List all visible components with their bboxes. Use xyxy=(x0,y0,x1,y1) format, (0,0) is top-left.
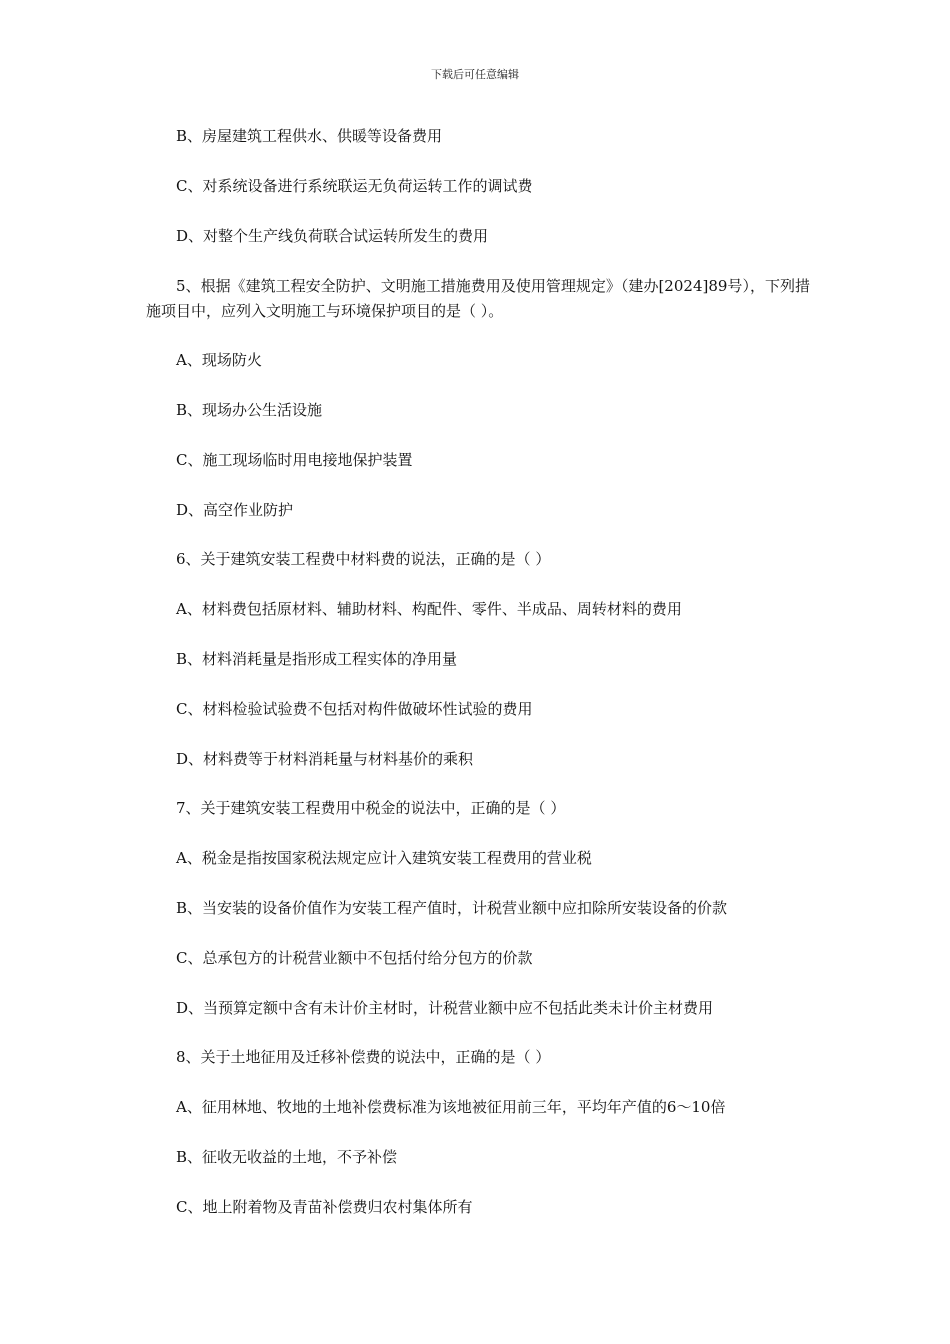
option-7b: B、当安装的设备价值作为安装工程产值时，计税营业额中应扣除所安装设备的价款 xyxy=(176,899,728,917)
question-8: 8、关于土地征用及迁移补偿费的说法中，正确的是（ ） xyxy=(176,1048,551,1066)
page-header: 下载后可任意编辑 xyxy=(431,68,519,81)
option-6a: A、材料费包括原材料、辅助材料、构配件、零件、半成品、周转材料的费用 xyxy=(176,600,682,618)
question-5: 5、根据《建筑工程安全防护、文明施工措施费用及使用管理规定》（建办[2024]89号），下列措施项目中，应列入文明施工与环境保护项目的是（ ）。 xyxy=(146,277,810,320)
option-6d: D、材料费等于材料消耗量与材料基价的乘积 xyxy=(176,750,474,768)
option-8b: B、征收无收益的土地，不予补偿 xyxy=(176,1148,398,1166)
option-5b: B、现场办公生活设施 xyxy=(176,401,323,419)
option-6c: C、材料检验试验费不包括对构件做破坏性试验的费用 xyxy=(176,700,533,718)
option-7a: A、税金是指按国家税法规定应计入建筑安装工程费用的营业税 xyxy=(176,849,592,867)
option-7d: D、当预算定额中含有未计价主材时，计税营业额中应不包括此类未计价主材费用 xyxy=(176,999,714,1017)
question-6: 6、关于建筑安装工程费中材料费的说法，正确的是（ ） xyxy=(176,550,551,568)
option-4b: B、房屋建筑工程供水、供暖等设备费用 xyxy=(176,127,443,145)
option-5d: D、高空作业防护 xyxy=(176,501,294,519)
option-7c: C、总承包方的计税营业额中不包括付给分包方的价款 xyxy=(176,949,533,967)
option-5c: C、施工现场临时用电接地保护装置 xyxy=(176,451,413,469)
option-4c: C、对系统设备进行系统联运无负荷运转工作的调试费 xyxy=(176,177,533,195)
option-6b: B、材料消耗量是指形成工程实体的净用量 xyxy=(176,650,458,668)
option-4d: D、对整个生产线负荷联合试运转所发生的费用 xyxy=(176,227,489,245)
option-8a: A、征用林地、牧地的土地补偿费标准为该地被征用前三年，平均年产值的6～10倍 xyxy=(176,1098,726,1116)
question-7: 7、关于建筑安装工程费用中税金的说法中，正确的是（ ） xyxy=(176,799,566,817)
option-8c: C、地上附着物及青苗补偿费归农村集体所有 xyxy=(176,1198,473,1216)
option-5a: A、现场防火 xyxy=(176,351,262,369)
